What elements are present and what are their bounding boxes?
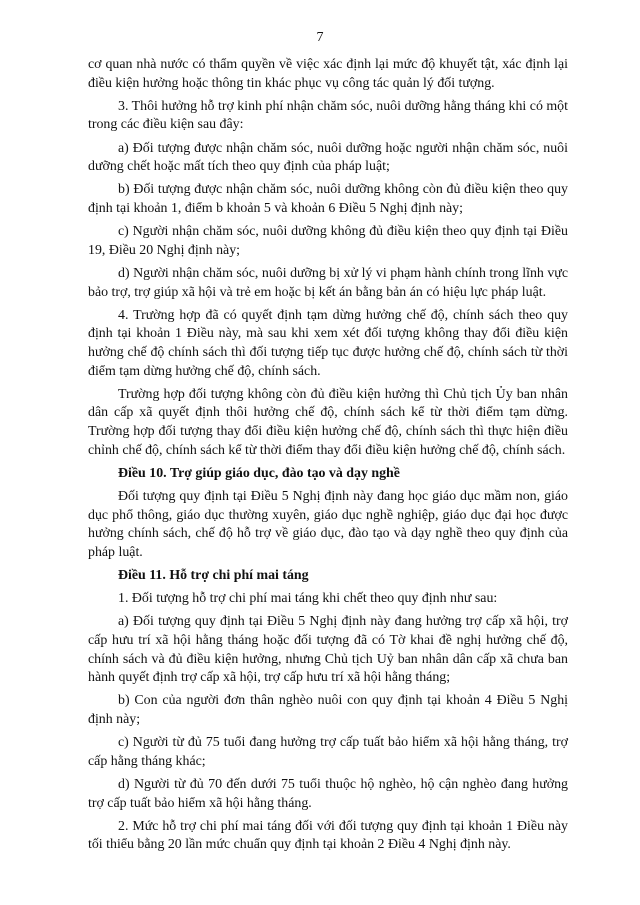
paragraph: 3. Thôi hưởng hỗ trợ kinh phí nhận chăm sóc, nuôi dưỡng hằng tháng khi có một trong các điều kiện sau đây:: [88, 98, 568, 133]
paragraph: cơ quan nhà nước có thẩm quyền về việc xác định lại mức độ khuyết tật, xác định lại điều kiện hưởng hoặc thông tin khác phục vụ công tác quản lý đối tượng.: [88, 57, 568, 91]
paragraph: d) Người từ đủ 70 đến dưới 75 tuổi thuộc hộ nghèo, hộ cận nghèo đang hưởng trợ cấp tuất bảo hiểm xã hội hằng tháng.: [88, 776, 568, 811]
paragraph: a) Đối tượng quy định tại Điều 5 Nghị định này đang hưởng trợ cấp xã hội, trợ cấp hưu trí xã hội hằng tháng hoặc đối tượng đã có Tờ khai đề nghị hưởng chế độ, chính sách và đủ điều kiện hưởng, nhưng Chủ tịch Uỷ ban nhân dân cấp xã chưa ban hành quyết định trợ cấp xã hội, trợ cấp hưu trí xã hội hằng tháng;: [88, 614, 568, 686]
paragraph: b) Đối tượng được nhận chăm sóc, nuôi dưỡng không còn đủ điều kiện theo quy định tại khoản 1, điểm b khoản 5 và khoản 6 Điều 5 Nghị định này;: [88, 182, 568, 216]
paragraph: c) Người từ đủ 75 tuổi đang hưởng trợ cấp tuất bảo hiểm xã hội hằng tháng, trợ cấp hằng tháng khác;: [88, 735, 568, 769]
article-heading: Điều 11. Hỗ trợ chi phí mai táng: [118, 568, 309, 584]
document-body: [88, 56, 568, 859]
paragraph: b) Con của người đơn thân nghèo nuôi con quy định tại khoản 4 Điều 5 Nghị định này;: [88, 693, 568, 728]
paragraph: a) Đối tượng được nhận chăm sóc, nuôi dưỡng hoặc người nhận chăm sóc, nuôi dưỡng chết hoặc mất tích theo quy định của pháp luật;: [88, 140, 568, 175]
paragraph: 4. Trường hợp đã có quyết định tạm dừng hưởng chế độ, chính sách theo quy định tại khoản 1 Điều này, mà sau khi xem xét đối tượng không thay đổi điều kiện hưởng chế độ chính sách thì đối tượng tiếp tục được hưởng chế độ, chính sách từ thời điểm tạm dừng hưởng chế độ, chính sách.: [88, 307, 568, 379]
paragraph: Đối tượng quy định tại Điều 5 Nghị định này đang học giáo dục mầm non, giáo dục phổ thông, giáo dục thường xuyên, giáo dục nghề nghiệp, giáo dục đại học được hưởng chính sách, chế độ hỗ trợ về giáo dục, đào tạo và dạy nghề theo quy định của pháp luật.: [88, 488, 568, 561]
paragraph: d) Người nhận chăm sóc, nuôi dưỡng bị xử lý vi phạm hành chính trong lĩnh vực bảo trợ, trợ giúp xã hội và trẻ em hoặc bị kết án bằng bản án có hiệu lực pháp luật.: [88, 265, 568, 300]
paragraph: 2. Mức hỗ trợ chi phí mai táng đối với đối tượng quy định tại khoản 1 Điều này tối thiểu bằng 20 lần mức chuẩn quy định tại khoản 2 Điều 4 Nghị định này.: [88, 818, 568, 853]
page-number: 7: [316, 30, 324, 45]
article-heading: Điều 10. Trợ giúp giáo dục, đào tạo và dạy nghề: [118, 465, 400, 481]
paragraph: 1. Đối tượng hỗ trợ chi phí mai táng khi chết theo quy định như sau:: [118, 591, 498, 607]
paragraph: c) Người nhận chăm sóc, nuôi dưỡng không đủ điều kiện theo quy định tại Điều 19, Điều 20 Nghị định này;: [88, 224, 568, 258]
paragraph: Trường hợp đối tượng không còn đủ điều kiện hưởng thì Chủ tịch Ủy ban nhân dân cấp xã quyết định thôi hưởng chế độ, chính sách kể từ thời điểm tạm dừng. Trường hợp đối tượng thay đổi điều kiện hưởng chế độ, chính sách thì thực hiện điều chỉnh chế độ, chính sách kể từ thời điểm thay đổi điều kiện hưởng chế độ, chính sách.: [88, 386, 568, 458]
